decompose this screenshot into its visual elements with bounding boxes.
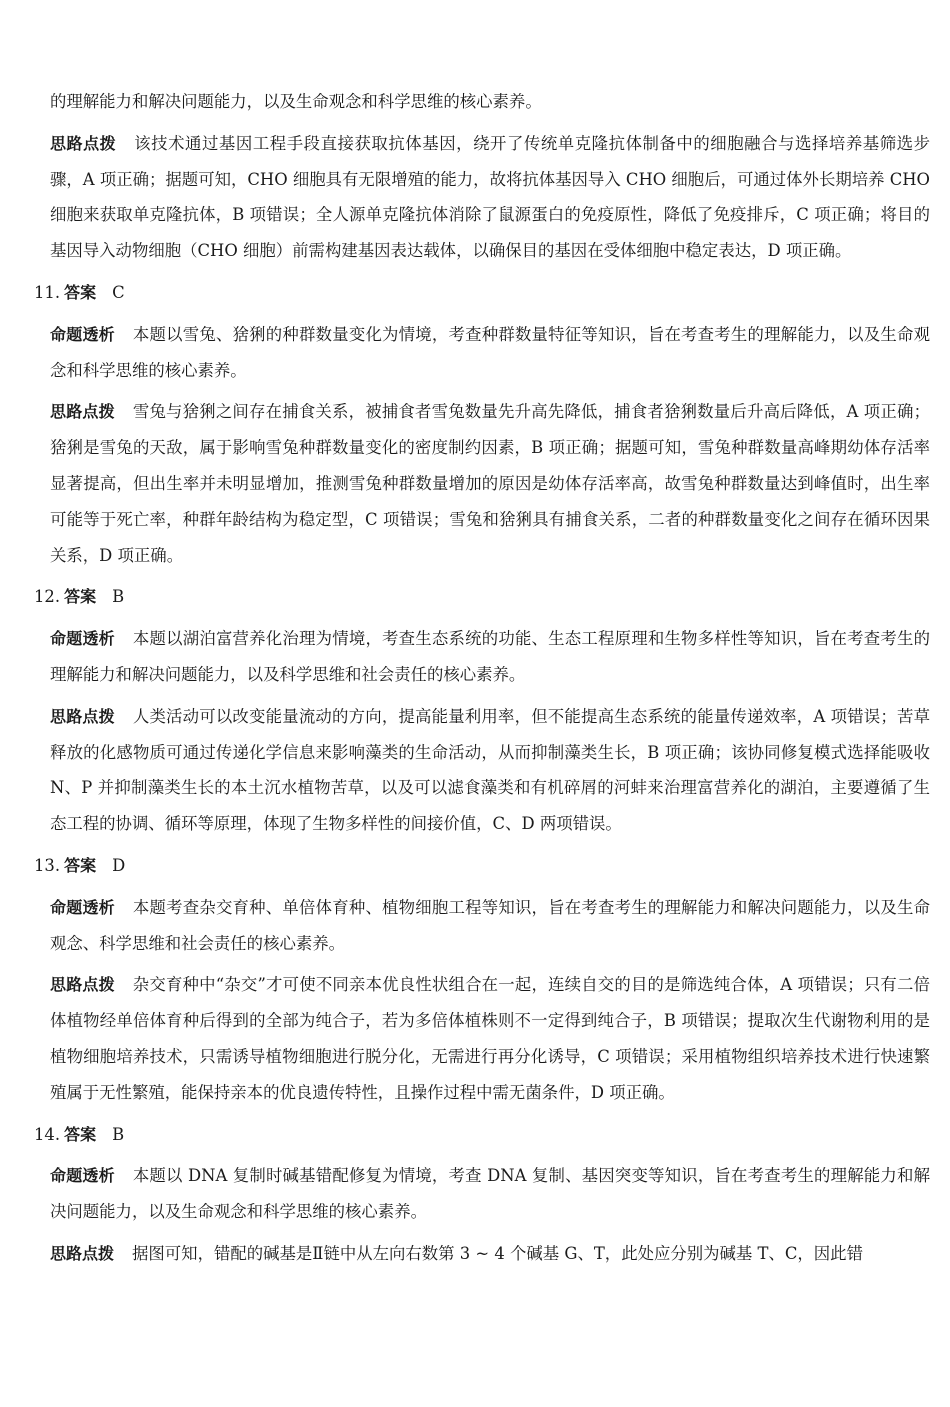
intent-paragraph: [50, 621, 930, 693]
intent-text: 本题以湖泊富营养化治理为情境，考查生态系统的功能、生态工程原理和生物多样性等知识，旨在考查考生的理解能力和解决问题能力，以及科学思维和社会责任的核心素养。: [50, 629, 930, 684]
intent-paragraph: [50, 890, 930, 962]
answer-label: 答案: [64, 587, 97, 607]
answer-line: [34, 848, 930, 884]
question-12: [34, 579, 930, 842]
question-number: 14.: [34, 1124, 61, 1144]
answer-label: 答案: [64, 855, 97, 875]
hint-text: 据图可知，错配的碱基是Ⅱ链中从左向右数第 3 ~ 4 个碱基 G、T，此处应分别为碱基 T、C，因此错: [132, 1243, 863, 1263]
answer-line: [34, 275, 930, 311]
answer-value: B: [112, 1124, 125, 1144]
hint-label: 思路点拨: [50, 975, 115, 995]
answer-line: [34, 1117, 930, 1153]
hint-label: 思路点拨: [50, 402, 115, 422]
intent-text: 本题考查杂交育种、单倍体育种、植物细胞工程等知识，旨在考查考生的理解能力和解决问题能力，以及生命观念、科学思维和社会责任的核心素养。: [50, 897, 930, 953]
intent-text: 本题以 DNA 复制时碱基错配修复为情境，考查 DNA 复制、基因突变等知识，旨在考查考生的理解能力和解决问题能力，以及生命观念和科学思维的核心素养。: [50, 1166, 930, 1222]
answer-value: B: [112, 587, 125, 607]
question-14: [34, 1117, 930, 1272]
intent-paragraph: [50, 1158, 930, 1230]
answer-value: C: [112, 282, 125, 302]
question-13: [34, 848, 930, 1111]
intro-tail-text: 的理解能力和解决问题能力，以及生命观念和科学思维的核心素养。: [50, 92, 542, 111]
hint-text: 雪兔与猞猁之间存在捕食关系，被捕食者雪兔数量先升高先降低，捕食者猞猁数量后升高后降低，A 项正确；猞猁是雪兔的天敌，属于影响雪兔种群数量变化的密度制约因素，B 项正确；据题可知，雪兔种群数量高峰期幼体存活率显著提高，但出生率并未明显增加，推测雪兔种群数量增加的原因是幼体存活率高，故雪兔种群数量达到峰值时，出生率可能等于死亡率，种群年龄结构为稳定型，C 项错误；雪兔和猞猁具有捕食关系，二者的种群数量变化之间存在循环因果关系，D 项正确。: [50, 402, 930, 565]
question-number: 12.: [34, 587, 61, 607]
intent-paragraph: [50, 317, 930, 389]
hint-label: 思路点拨: [50, 1243, 115, 1263]
answer-label: 答案: [64, 1124, 97, 1144]
hint-text: 人类活动可以改变能量流动的方向，提高能量利用率，但不能提高生态系统的能量传递效率，A 项错误；苦草释放的化感物质可通过传递化学信息来影响藻类的生命活动，从而抑制藻类生长，B 项正确；该协同修复模式选择能吸收 N、P 并抑制藻类生长的本土沉水植物苦草，以及可以滤食藻类和有机碎屑的河蚌来治理富营养化的湖泊，主要遵循了生态工程的协调、循环等原理，体现了生物多样性的间接价值，C、D 两项错误。: [50, 706, 930, 834]
question-11: [34, 275, 930, 573]
hint-label: 思路点拨: [50, 133, 117, 153]
question-number: 13.: [34, 855, 61, 875]
intent-label: 命题透析: [50, 324, 115, 344]
intent-label: 命题透析: [50, 897, 115, 917]
answer-page: [34, 84, 930, 1278]
intro-tail: [50, 84, 930, 120]
hint-text: 杂交育种中“杂交”才可使不同亲本优良性状组合在一起，连续自交的目的是筛选纯合体，A 项错误；只有二倍体植物经单倍体育种后得到的全部为纯合子，若为多倍体植株则不一定得到纯合子，B 项错误；提取次生代谢物利用的是植物细胞培养技术，只需诱导植物细胞进行脱分化，无需进行再分化诱导，C 项错误；采用植物组织培养技术进行快速繁殖属于无性繁殖，能保持亲本的优良遗传特性，且操作过程中需无菌条件，D 项正确。: [50, 975, 930, 1102]
answer-value: D: [112, 855, 126, 875]
intent-label: 命题透析: [50, 629, 115, 649]
intent-label: 命题透析: [50, 1166, 115, 1186]
answer-label: 答案: [64, 282, 97, 302]
hint-label: 思路点拨: [50, 706, 115, 726]
hint-paragraph: [50, 699, 930, 842]
hint-text: 该技术通过基因工程手段直接获取抗体基因，绕开了传统单克隆抗体制备中的细胞融合与选择培养基筛选步骤，A 项正确；据题可知，CHO 细胞具有无限增殖的能力，故将抗体基因导入 CHO 细胞后，可通过体外长期培养 CHO 细胞来获取单克隆抗体，B 项错误；全人源单克隆抗体消除了鼠源蛋白的免疫原性，降低了免疫排斥，C 项正确；将目的基因导入动物细胞（CHO 细胞）前需构建基因表达载体，以确保目的基因在受体细胞中稳定表达，D 项正确。: [50, 133, 930, 261]
hint-paragraph: [50, 394, 930, 573]
hint-paragraph: [50, 967, 930, 1110]
hint-paragraph: [50, 1236, 930, 1272]
intro-hint: [50, 126, 930, 269]
question-number: 11.: [34, 282, 61, 302]
answer-line: [34, 579, 930, 615]
intent-text: 本题以雪兔、猞猁的种群数量变化为情境，考查种群数量特征等知识，旨在考查考生的理解能力，以及生命观念和科学思维的核心素养。: [50, 324, 930, 380]
